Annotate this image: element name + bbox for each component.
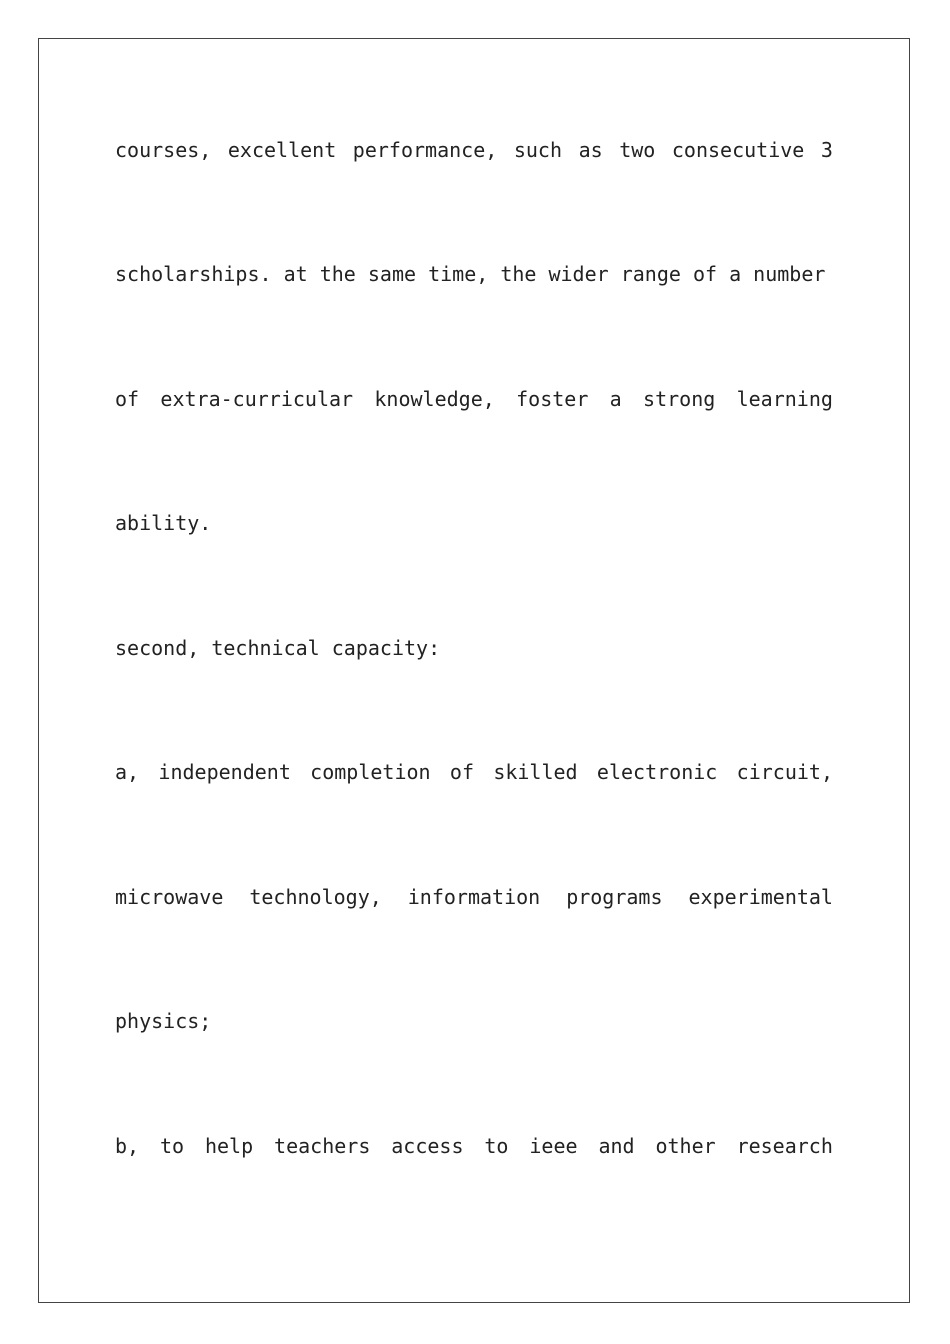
word: a,: [115, 760, 140, 784]
text-line-5: second, technical capacity:: [115, 636, 441, 660]
word: performance,: [352, 138, 498, 162]
word: to: [159, 1134, 185, 1158]
word: two: [619, 138, 656, 162]
text-line-3: [115, 387, 833, 411]
word: excellent: [227, 138, 337, 162]
word: skilled: [493, 760, 578, 784]
word: electronic: [596, 760, 718, 784]
word: ieee: [529, 1134, 578, 1158]
text-line-1: [115, 138, 833, 162]
word: and: [598, 1134, 635, 1158]
text-line-9: [115, 1134, 833, 1158]
word: access: [391, 1134, 464, 1158]
word: foster: [516, 387, 589, 411]
word: consecutive: [671, 138, 805, 162]
word: programs: [566, 885, 663, 909]
word: technology,: [249, 885, 382, 909]
word: to: [484, 1134, 509, 1158]
word: strong: [643, 387, 716, 411]
word: teachers: [274, 1134, 371, 1158]
text-line-7: [115, 885, 833, 909]
word: help: [204, 1134, 254, 1158]
text-line-2: scholarships. at the same time, the wider range of a number: [115, 262, 826, 286]
word: circuit,: [736, 760, 833, 784]
word: of: [449, 760, 474, 784]
word: information: [407, 885, 541, 909]
word: independent: [158, 760, 291, 784]
word: of: [115, 387, 140, 411]
text-line-6: [115, 760, 833, 784]
word: learning: [736, 387, 833, 411]
text-line-8: physics;: [115, 1009, 212, 1033]
word: as: [578, 138, 603, 162]
page-border: [38, 38, 910, 1303]
word: microwave: [115, 885, 224, 909]
word: knowledge,: [374, 387, 495, 411]
word: such: [513, 138, 563, 162]
word: research: [736, 1134, 833, 1158]
word: courses,: [115, 138, 212, 162]
word: 3: [820, 138, 833, 162]
word: completion: [310, 760, 431, 784]
word: extra-curricular: [160, 387, 354, 411]
word: a: [609, 387, 622, 411]
word: b,: [115, 1134, 140, 1158]
word: experimental: [688, 885, 833, 909]
text-line-4: ability.: [115, 511, 212, 535]
word: other: [655, 1134, 716, 1158]
